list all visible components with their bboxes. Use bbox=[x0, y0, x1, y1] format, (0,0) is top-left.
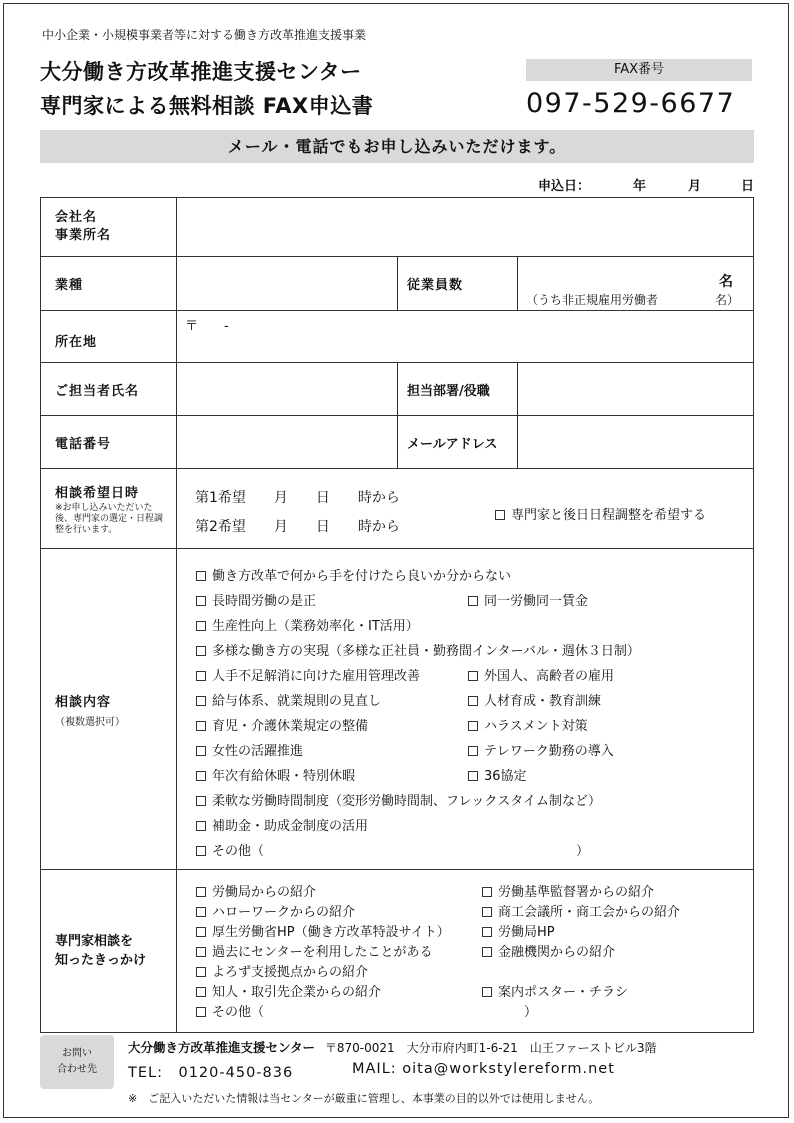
topic-label: 長時間労働の是正 bbox=[212, 594, 317, 609]
referral-item[interactable] bbox=[482, 941, 615, 960]
topic-item[interactable] bbox=[196, 840, 589, 859]
topic-item[interactable] bbox=[468, 665, 614, 684]
topic-item[interactable] bbox=[468, 690, 601, 709]
checkbox-icon[interactable] bbox=[468, 696, 478, 706]
checkbox-icon[interactable] bbox=[196, 947, 206, 957]
topic-item[interactable] bbox=[196, 690, 381, 709]
checkbox-icon[interactable] bbox=[468, 746, 478, 756]
checkbox-icon[interactable] bbox=[468, 596, 478, 606]
checkbox-icon[interactable] bbox=[196, 987, 206, 997]
employees-note-unit: 名） bbox=[715, 293, 740, 307]
schedule-label: 相談希望日時 bbox=[55, 485, 140, 501]
referral-item[interactable] bbox=[196, 941, 432, 960]
topic-item[interactable] bbox=[468, 590, 588, 609]
date-day: 日 bbox=[741, 179, 755, 194]
referral-field bbox=[177, 870, 754, 1033]
checkbox-icon[interactable] bbox=[482, 887, 492, 897]
address-field[interactable] bbox=[177, 311, 754, 363]
topic-item[interactable] bbox=[468, 715, 588, 734]
topic-item[interactable] bbox=[196, 640, 640, 659]
topic-label: 年次有給休暇・特別休暇 bbox=[212, 769, 356, 784]
employees-label: 従業員数 bbox=[398, 257, 518, 311]
department-field[interactable] bbox=[518, 363, 754, 416]
checkbox-icon[interactable] bbox=[196, 646, 206, 656]
referral-label-text: 厚生労働省HP（働き方改革特設サイト） bbox=[212, 925, 450, 940]
checkbox-icon[interactable] bbox=[196, 821, 206, 831]
form-title-line2: 専門家による無料相談 FAX申込書 bbox=[40, 94, 374, 118]
contact-badge-line2: 合わせ先 bbox=[57, 1064, 97, 1075]
referral-item[interactable] bbox=[196, 961, 368, 980]
employees-note: （うち非正規雇用労働者 bbox=[526, 293, 659, 307]
topic-item[interactable] bbox=[468, 740, 614, 759]
topic-label: 外国人、高齢者の雇用 bbox=[484, 669, 615, 684]
referral-item[interactable] bbox=[196, 1001, 537, 1020]
checkbox-icon[interactable] bbox=[482, 947, 492, 957]
referral-label-text: 商工会議所・商工会からの紹介 bbox=[498, 905, 681, 920]
topic-item[interactable] bbox=[196, 615, 419, 634]
topics-label: 相談内容 bbox=[55, 694, 112, 710]
referral-item[interactable] bbox=[196, 901, 355, 920]
phone-field[interactable] bbox=[177, 416, 398, 469]
fax-number: 097-529-6677 bbox=[526, 88, 736, 119]
referral-label-text: 労働局HP bbox=[498, 925, 555, 940]
topic-label: 補助金・助成金制度の活用 bbox=[212, 819, 369, 834]
checkbox-icon[interactable] bbox=[196, 671, 206, 681]
checkbox-icon[interactable] bbox=[196, 696, 206, 706]
referral-item[interactable] bbox=[482, 881, 654, 900]
checkbox-icon[interactable] bbox=[468, 771, 478, 781]
checkbox-icon[interactable] bbox=[196, 746, 206, 756]
checkbox-icon[interactable] bbox=[196, 846, 206, 856]
contact-badge bbox=[40, 1035, 114, 1089]
checkbox-icon[interactable] bbox=[482, 987, 492, 997]
topic-label: テレワーク勤務の導入 bbox=[484, 744, 614, 759]
company-label bbox=[41, 198, 177, 257]
referral-label-text: 労働局からの紹介 bbox=[212, 885, 317, 900]
checkbox-icon[interactable] bbox=[196, 1007, 206, 1017]
department-label: 担当部署/役職 bbox=[398, 363, 518, 416]
email-field[interactable] bbox=[518, 416, 754, 469]
referral-label-text: 労働基準監督署からの紹介 bbox=[498, 885, 655, 900]
checkbox-icon[interactable] bbox=[196, 907, 206, 917]
checkbox-icon[interactable] bbox=[196, 967, 206, 977]
referral-label-text: 案内ポスター・チラシ bbox=[498, 985, 629, 1000]
topic-label: 給与体系、就業規則の見直し bbox=[212, 694, 382, 709]
checkbox-icon[interactable] bbox=[196, 771, 206, 781]
schedule-choice1[interactable]: 第1希望 月 日 時から bbox=[195, 490, 400, 506]
topic-label: 36協定 bbox=[484, 769, 527, 784]
checkbox-icon[interactable] bbox=[495, 510, 505, 520]
referral-item[interactable] bbox=[482, 921, 555, 940]
date-month: 月 bbox=[688, 179, 702, 194]
form-title-line1: 大分働き方改革推進支援センター bbox=[40, 60, 362, 84]
company-field[interactable] bbox=[177, 198, 754, 257]
footer-tel[interactable]: TEL: 0120-450-836 bbox=[128, 1065, 294, 1081]
address-label: 所在地 bbox=[41, 311, 177, 363]
checkbox-icon[interactable] bbox=[196, 596, 206, 606]
topic-item[interactable] bbox=[196, 665, 420, 684]
topic-label: 女性の活躍推進 bbox=[212, 744, 304, 759]
checkbox-icon[interactable] bbox=[482, 907, 492, 917]
topic-label: 働き方改革で何から手を付けたら良いか分からない bbox=[212, 569, 512, 584]
org-line: 中小企業・小規模事業者等に対する働き方改革推進支援事業 bbox=[42, 28, 367, 42]
topic-item[interactable] bbox=[196, 740, 303, 759]
fax-label: FAX番号 bbox=[526, 59, 752, 81]
referral-item[interactable] bbox=[482, 901, 680, 920]
checkbox-icon[interactable] bbox=[196, 571, 206, 581]
company-label-line1: 会社名 事業所名 bbox=[55, 210, 112, 243]
schedule-option-label: 専門家と後日日程調整を希望する bbox=[511, 508, 707, 523]
referral-label-text: 知人・取引先企業からの紹介 bbox=[212, 985, 382, 1000]
footer-address: 〒870-0021 大分市府内町1-6-21 山王ファーストビル3階 bbox=[324, 1041, 657, 1055]
topic-label: 人材育成・教育訓練 bbox=[484, 694, 602, 709]
referral-item[interactable] bbox=[196, 921, 450, 940]
topic-item[interactable] bbox=[468, 765, 527, 784]
topic-label: 人手不足解消に向けた雇用管理改善 bbox=[212, 669, 421, 684]
topic-item[interactable] bbox=[196, 815, 368, 834]
referral-label-text: よろず支援拠点からの紹介 bbox=[212, 965, 369, 980]
phone-label: 電話番号 bbox=[41, 416, 177, 469]
postal-mark: 〒 - bbox=[185, 319, 229, 334]
topics-label-cell bbox=[41, 549, 177, 870]
topic-item[interactable] bbox=[196, 565, 511, 584]
email-label: メールアドレス bbox=[398, 416, 518, 469]
topic-label: ハラスメント対策 bbox=[484, 719, 588, 734]
topic-label: 多様な働き方の実現（多様な正社員・勤務間インターバル・週休３日制） bbox=[212, 644, 640, 659]
topic-item[interactable] bbox=[196, 715, 368, 734]
referral-item[interactable] bbox=[196, 881, 316, 900]
employees-unit: 名 bbox=[719, 274, 734, 290]
checkbox-icon[interactable] bbox=[468, 671, 478, 681]
employees-field[interactable] bbox=[518, 257, 754, 311]
checkbox-icon[interactable] bbox=[196, 927, 206, 937]
checkbox-icon[interactable] bbox=[196, 796, 206, 806]
topics-field bbox=[177, 549, 754, 870]
referral-label-text: 金融機関からの紹介 bbox=[498, 945, 616, 960]
topic-item[interactable] bbox=[196, 590, 316, 609]
checkbox-icon[interactable] bbox=[196, 721, 206, 731]
schedule-label-cell bbox=[41, 469, 177, 549]
footer-mail[interactable]: MAIL: oita@workstylereform.net bbox=[352, 1061, 615, 1077]
contact-person-label: ご担当者氏名 bbox=[41, 363, 177, 416]
referral-label: 専門家相談を 知ったきっかけ bbox=[41, 870, 177, 1033]
contact-person-field[interactable] bbox=[177, 363, 398, 416]
schedule-note: ※お申し込みいただいた後、専門家の選定・日程調整を行います。 bbox=[55, 502, 164, 535]
topic-label: 育児・介護休業規定の整備 bbox=[212, 719, 369, 734]
topic-item[interactable] bbox=[196, 765, 355, 784]
referral-label-text: 過去にセンターを利用したことがある bbox=[212, 945, 433, 960]
contact-badge-line1: お問い bbox=[62, 1048, 92, 1059]
topic-label: 生産性向上（業務効率化・IT活用） bbox=[212, 619, 419, 634]
industry-label: 業種 bbox=[41, 257, 177, 311]
schedule-choice2[interactable]: 第2希望 月 日 時から bbox=[195, 519, 400, 535]
checkbox-icon[interactable] bbox=[196, 621, 206, 631]
checkbox-icon[interactable] bbox=[482, 927, 492, 937]
topic-label: その他（ ） bbox=[212, 844, 590, 859]
checkbox-icon[interactable] bbox=[196, 887, 206, 897]
topic-label: 柔軟な労働時間制度（変形労働時間制、フレックスタイム制など） bbox=[212, 794, 601, 809]
schedule-option[interactable] bbox=[495, 504, 706, 523]
date-year: 年 bbox=[633, 179, 647, 194]
topic-item[interactable] bbox=[196, 790, 601, 809]
footer-note: ※ ご記入いただいた情報は当センターが厳重に管理し、本事業の目的以外では使用しません。 bbox=[128, 1092, 600, 1105]
footer-center bbox=[128, 1038, 657, 1056]
referral-item[interactable] bbox=[196, 981, 381, 1000]
referral-label-text: ハローワークからの紹介 bbox=[212, 905, 356, 920]
topic-label: 同一労働同一賃金 bbox=[484, 594, 589, 609]
referral-label-text: その他（ ） bbox=[212, 1005, 538, 1020]
checkbox-icon[interactable] bbox=[468, 721, 478, 731]
banner: メール・電話でもお申し込みいただけます。 bbox=[40, 130, 754, 163]
industry-field[interactable] bbox=[177, 257, 398, 311]
topics-sub: （複数選択可） bbox=[55, 716, 125, 728]
date-label: 申込日： bbox=[538, 179, 591, 194]
schedule-field bbox=[177, 469, 754, 549]
referral-item[interactable] bbox=[482, 981, 628, 1000]
application-form bbox=[40, 197, 754, 1033]
footer-center-name: 大分働き方改革推進支援センター bbox=[128, 1040, 316, 1055]
